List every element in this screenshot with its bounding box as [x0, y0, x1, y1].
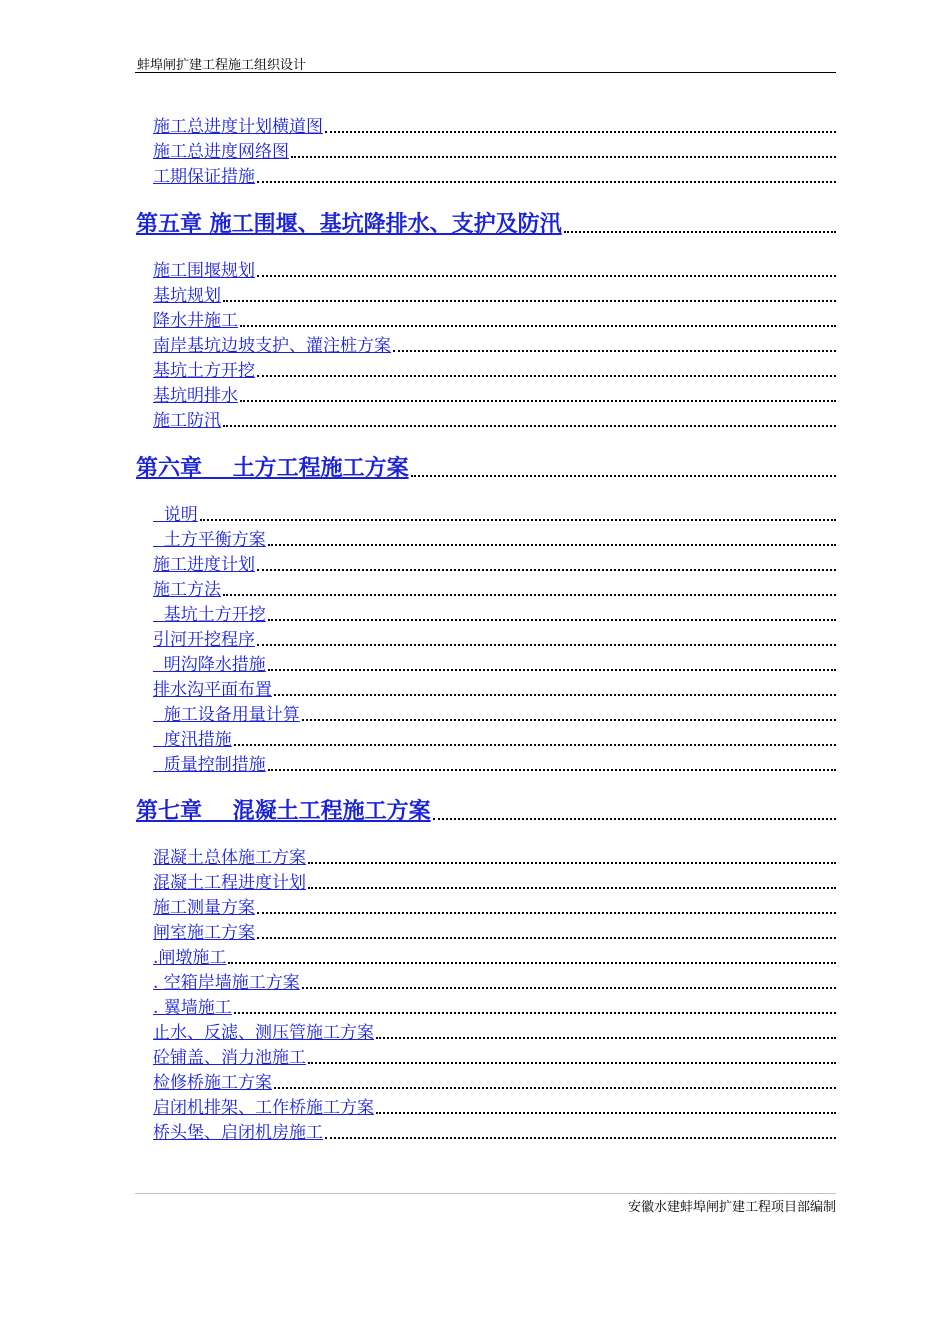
header-title: 蚌埠闸扩建工程施工组织设计 — [137, 58, 307, 73]
dot-leader — [257, 181, 836, 183]
toc-entry[interactable] — [153, 357, 836, 381]
dot-leader — [411, 475, 836, 477]
toc-entry[interactable] — [153, 282, 836, 306]
footer-text: 安徽水建蚌埠闸扩建工程项目部编制 — [627, 1200, 836, 1215]
toc-entry[interactable] — [153, 163, 836, 187]
toc-entry[interactable] — [153, 1019, 836, 1043]
toc-entry[interactable] — [153, 1044, 836, 1068]
dot-leader — [268, 619, 836, 621]
dot-leader — [325, 131, 836, 133]
toc-link[interactable]: . 翼墙施工 — [153, 998, 232, 1018]
dot-leader — [308, 862, 836, 864]
toc-entry[interactable] — [153, 113, 836, 137]
toc-link[interactable]: 启闭机排架、工作桥施工方案 — [153, 1098, 374, 1118]
toc-link[interactable]: 桥头堡、启闭机房施工 — [153, 1123, 323, 1143]
toc-link[interactable]: 施工设备用量计算 — [153, 705, 300, 725]
toc-entry[interactable] — [153, 726, 836, 750]
toc-link[interactable]: 质量控制措施 — [153, 755, 266, 775]
toc-link[interactable]: 砼铺盖、消力池施工 — [153, 1048, 306, 1068]
toc-entry[interactable] — [153, 601, 836, 625]
toc-link[interactable]: 施工总进度计划横道图 — [153, 117, 323, 137]
toc-link[interactable]: 施工进度计划 — [153, 555, 255, 575]
dot-leader — [268, 769, 836, 771]
dot-leader — [274, 1087, 836, 1089]
toc-entry[interactable] — [153, 626, 836, 650]
dot-leader — [325, 1137, 836, 1139]
dot-leader — [308, 1062, 836, 1064]
toc-link[interactable]: 止水、反滤、测压管施工方案 — [153, 1023, 374, 1043]
toc-chapter-entry[interactable] — [136, 452, 836, 482]
toc-link[interactable]: 施工防汛 — [153, 411, 221, 431]
toc-link[interactable]: 说明 — [153, 505, 198, 525]
toc-entry[interactable] — [153, 919, 836, 943]
toc-entry[interactable] — [153, 1094, 836, 1118]
dot-leader — [257, 569, 836, 571]
dot-leader — [564, 231, 836, 233]
dot-leader — [234, 1012, 836, 1014]
toc-chapter-link[interactable]: 第七章 混凝土工程施工方案 — [136, 798, 431, 824]
dot-leader — [257, 937, 836, 939]
toc-link[interactable]: 基坑明排水 — [153, 386, 238, 406]
toc-link[interactable]: 土方平衡方案 — [153, 530, 266, 550]
toc-link[interactable]: 闸室施工方案 — [153, 923, 255, 943]
toc-entry[interactable] — [153, 501, 836, 525]
toc-entry[interactable] — [153, 969, 836, 993]
toc-chapter-link[interactable]: 第五章 施工围堰、基坑降排水、支护及防汛 — [136, 211, 562, 237]
footer-divider — [135, 1193, 836, 1194]
toc-entry[interactable] — [153, 894, 836, 918]
toc-chapter-link[interactable]: 第六章 土方工程施工方案 — [136, 455, 409, 481]
toc-link[interactable]: 基坑土方开挖 — [153, 605, 266, 625]
dot-leader — [257, 644, 836, 646]
dot-leader — [433, 818, 836, 820]
dot-leader — [240, 400, 836, 402]
toc-entry[interactable] — [153, 994, 836, 1018]
toc-entry[interactable] — [153, 869, 836, 893]
toc-entry[interactable] — [153, 676, 836, 700]
toc-link[interactable]: 混凝土工程进度计划 — [153, 873, 306, 893]
toc-link[interactable]: 检修桥施工方案 — [153, 1073, 272, 1093]
toc-link[interactable]: 施工总进度网络图 — [153, 142, 289, 162]
toc-link[interactable]: 施工围堰规划 — [153, 261, 255, 281]
dot-leader — [228, 962, 836, 964]
toc-entry[interactable] — [153, 332, 836, 356]
toc-entry[interactable] — [153, 701, 836, 725]
dot-leader — [393, 350, 836, 352]
dot-leader — [268, 669, 836, 671]
toc-link[interactable]: 基坑规划 — [153, 286, 221, 306]
toc-entry[interactable] — [153, 382, 836, 406]
toc-link[interactable]: 度汛措施 — [153, 730, 232, 750]
dot-leader — [200, 519, 836, 521]
dot-leader — [302, 987, 836, 989]
dot-leader — [257, 275, 836, 277]
toc-link[interactable]: 引河开挖程序 — [153, 630, 255, 650]
toc-entry[interactable] — [153, 257, 836, 281]
dot-leader — [274, 694, 836, 696]
toc-entry[interactable] — [153, 844, 836, 868]
toc-link[interactable]: .闸墩施工 — [153, 948, 227, 968]
toc-link[interactable]: 施工测量方案 — [153, 898, 255, 918]
toc-link[interactable]: 基坑土方开挖 — [153, 361, 255, 381]
toc-entry[interactable] — [153, 1119, 836, 1143]
toc-entry[interactable] — [153, 576, 836, 600]
dot-leader — [257, 375, 836, 377]
toc-link[interactable]: 明沟降水措施 — [153, 655, 266, 675]
toc-entry[interactable] — [153, 551, 836, 575]
dot-leader — [302, 719, 836, 721]
toc-link[interactable]: . 空箱岸墙施工方案 — [153, 973, 300, 993]
toc-link[interactable]: 降水井施工 — [153, 311, 238, 331]
page-header — [135, 52, 836, 73]
dot-leader — [223, 300, 836, 302]
toc-entry[interactable] — [153, 751, 836, 775]
toc-entry[interactable] — [153, 407, 836, 431]
dot-leader — [376, 1112, 836, 1114]
toc-entry[interactable] — [153, 138, 836, 162]
dot-leader — [223, 594, 836, 596]
dot-leader — [376, 1037, 836, 1039]
dot-leader — [223, 425, 836, 427]
dot-leader — [234, 744, 836, 746]
toc-entry[interactable] — [153, 651, 836, 675]
toc-chapter-entry[interactable] — [136, 208, 836, 238]
toc-entry[interactable] — [153, 1069, 836, 1093]
dot-leader — [240, 325, 836, 327]
toc-entry[interactable] — [153, 307, 836, 331]
toc-link[interactable]: 排水沟平面布置 — [153, 680, 272, 700]
toc-link[interactable]: 混凝土总体施工方案 — [153, 848, 306, 868]
toc-link[interactable]: 施工方法 — [153, 580, 221, 600]
toc-link[interactable]: 南岸基坑边坡支护、灌注桩方案 — [153, 336, 391, 356]
dot-leader — [308, 887, 836, 889]
dot-leader — [291, 156, 836, 158]
dot-leader — [257, 912, 836, 914]
dot-leader — [268, 544, 836, 546]
toc-entry[interactable] — [153, 944, 836, 968]
toc-entry[interactable] — [153, 526, 836, 550]
toc-link[interactable]: 工期保证措施 — [153, 167, 255, 187]
toc-chapter-entry[interactable] — [136, 795, 836, 825]
